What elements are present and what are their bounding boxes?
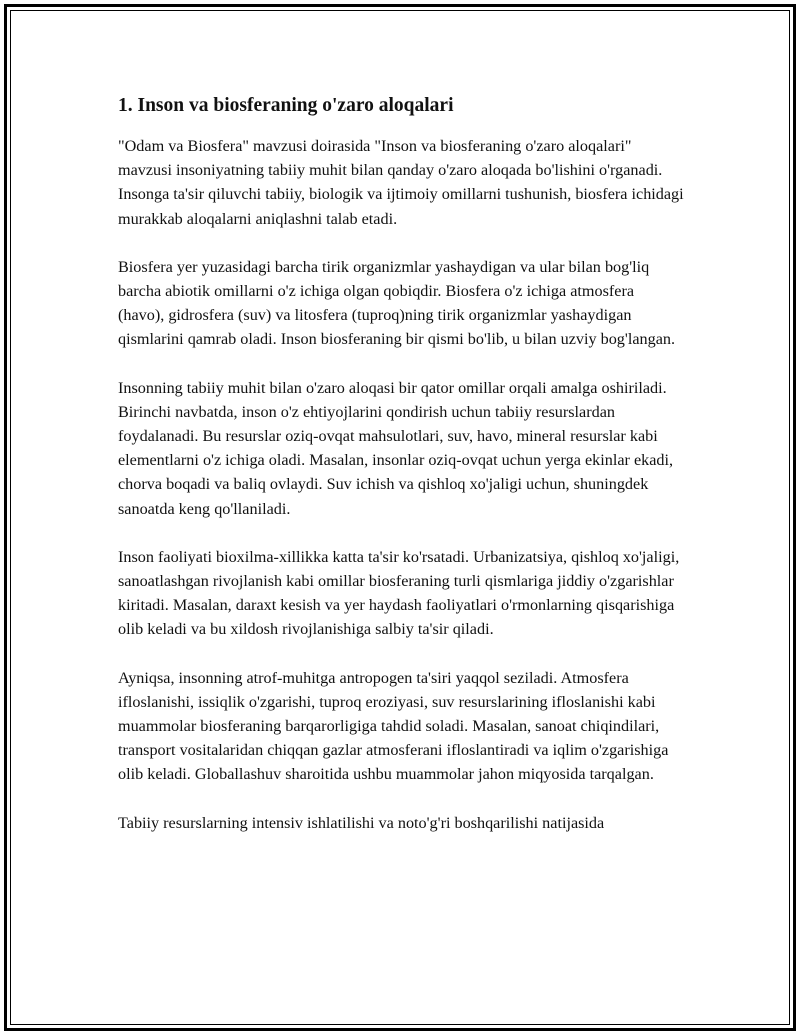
paragraph-anthropogenic-impact: Ayniqsa, insonning atrof-muhitga antropogen ta'siri yaqqol seziladi. Atmosfera ifloslanishi, issiqlik o'zgarishi, tuproq eroziyasi, suv resurslarining ifloslanishi kabi muammolar biosferaning barqarorligiga tahdid soladi. Masalan, sanoat chiqindilari, transport vositalaridan chiqqan gazlar atmosferani ifloslantiradi va iqlim o'zgarishiga olib keladi. Globallashuv sharoitida ushbu muammolar jahon miqyosida tarqalgan.	[118, 668, 669, 784]
paragraph-resource-management: Tabiiy resurslarning intensiv ishlatilishi va noto'g'ri boshqarilishi natijasida	[118, 813, 605, 832]
paragraph-resource-use: Insonning tabiiy muhit bilan o'zaro aloqasi bir qator omillar orqali amalga oshiriladi. Birinchi navbatda, inson o'z ehtiyojlarini qondirish uchun tabiiy resurslardan foydalanadi. Bu resurslar oziq-ovqat mahsulotlari, suv, havo, mineral resurslar kabi elementlarni o'z ichiga oladi. Masalan, insonlar oziq-ovqat uchun yerga ekinlar ekadi, chorva boqadi va baliq ovlaydi. Suv ichish va qishloq xo'jaligi uchun, shuningdek sanoatda keng qo'llaniladi.	[118, 378, 674, 518]
section-heading: 1. Inson va biosferaning o'zaro aloqalari	[118, 95, 454, 116]
paragraph-biosphere-definition: Biosfera yer yuzasidagi barcha tirik organizmlar yashaydigan va ular bilan bog'liq barcha abiotik omillarni o'z ichiga olgan qobiqdir. Biosfera o'z ichiga atmosfera (havo), gidrosfera (suv) va litosfera (tuproq)ning tirik organizmlar yashaydigan qismlarini qamrab oladi. Inson biosferaning bir qismi bo'lib, u bilan uzviy bog'langan.	[118, 257, 676, 349]
paragraph-biodiversity-impact: Inson faoliyati bioxilma-xillikka katta ta'sir ko'rsatadi. Urbanizatsiya, qishloq xo'jaligi, sanoatlashgan rivojlanish kabi omillar biosferaning turli qismlariga jiddiy o'zgarishlar kiritadi. Masalan, daraxt kesish va yer haydash faoliyatlari o'rmonlarning qisqarishiga olib keladi va bu xildosh rivojlanishiga salbiy ta'sir qiladi.	[118, 547, 680, 639]
paragraph-intro: "Odam va Biosfera" mavzusi doirasida "Inson va biosferaning o'zaro aloqalari" mavzusi insoniyatning tabiiy muhit bilan qanday o'zaro aloqada bo'lishini o'rganadi. Insonga ta'sir qiluvchi tabiiy, biologik va ijtimoiy omillarni tushunish, biosfera ichidagi murakkab aloqalarni aniqlashni talab etadi.	[118, 137, 684, 228]
document-body	[118, 94, 684, 859]
